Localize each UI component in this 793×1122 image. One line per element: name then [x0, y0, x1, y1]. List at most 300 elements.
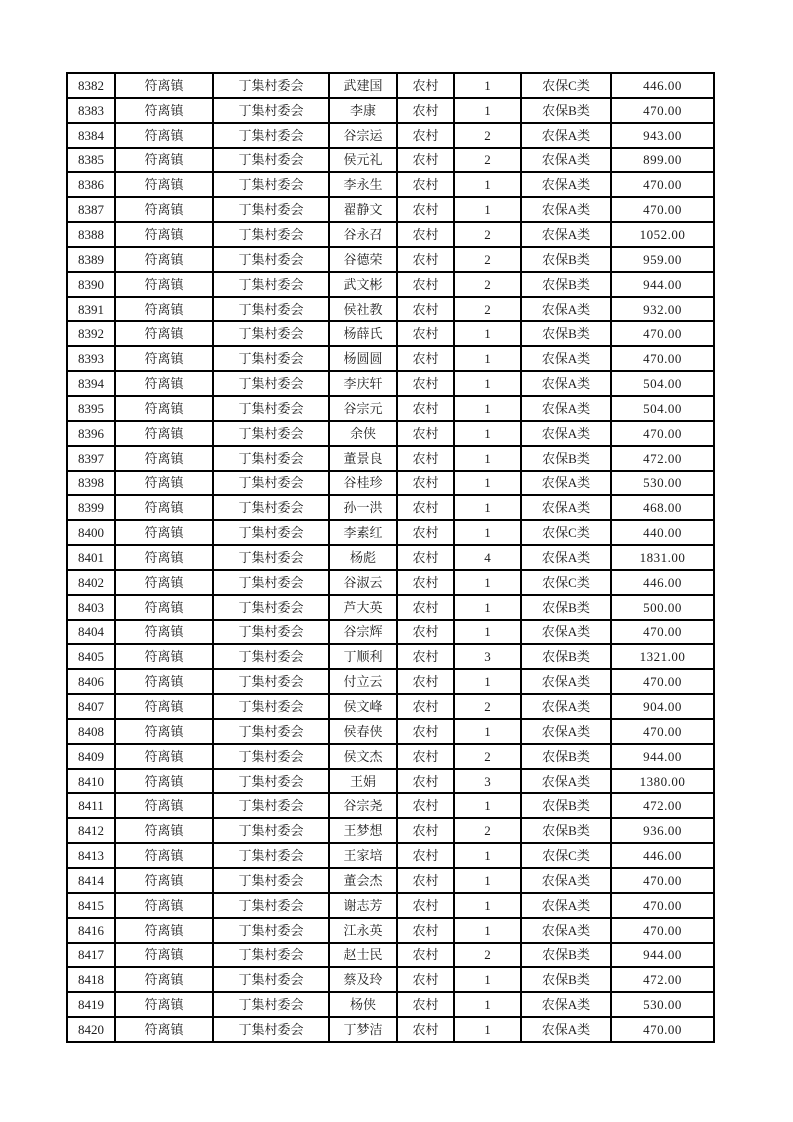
- cell-residence-type: 农村: [397, 545, 454, 570]
- cell-insurance-category: 农保A类: [521, 694, 611, 719]
- table-body: [67, 73, 714, 1042]
- cell-amount: 470.00: [611, 620, 714, 645]
- cell-person-name: 董景良: [329, 446, 397, 471]
- cell-town: 符离镇: [115, 719, 213, 744]
- cell-town: 符离镇: [115, 73, 213, 98]
- cell-serial-number: 8405: [67, 644, 115, 669]
- cell-town: 符离镇: [115, 148, 213, 173]
- cell-person-name: 谢志芳: [329, 893, 397, 918]
- cell-serial-number: 8412: [67, 818, 115, 843]
- cell-serial-number: 8388: [67, 222, 115, 247]
- cell-serial-number: 8406: [67, 669, 115, 694]
- cell-insurance-category: 农保B类: [521, 644, 611, 669]
- cell-serial-number: 8393: [67, 346, 115, 371]
- cell-village-committee: 丁集村委会: [213, 868, 329, 893]
- cell-insurance-category: 农保C类: [521, 570, 611, 595]
- cell-town: 符离镇: [115, 545, 213, 570]
- cell-residence-type: 农村: [397, 793, 454, 818]
- cell-serial-number: 8401: [67, 545, 115, 570]
- cell-person-count: 1: [454, 421, 521, 446]
- table-row: [67, 769, 714, 794]
- cell-person-count: 2: [454, 297, 521, 322]
- table-row: [67, 992, 714, 1017]
- cell-amount: 446.00: [611, 570, 714, 595]
- table-row: [67, 545, 714, 570]
- cell-person-name: 李庆轩: [329, 371, 397, 396]
- cell-insurance-category: 农保A类: [521, 669, 611, 694]
- cell-person-name: 谷宗运: [329, 123, 397, 148]
- table-row: [67, 694, 714, 719]
- cell-serial-number: 8385: [67, 148, 115, 173]
- cell-town: 符离镇: [115, 943, 213, 968]
- cell-person-name: 侯元礼: [329, 148, 397, 173]
- cell-insurance-category: 农保B类: [521, 595, 611, 620]
- cell-person-name: 王家培: [329, 843, 397, 868]
- table-row: [67, 669, 714, 694]
- cell-amount: 472.00: [611, 793, 714, 818]
- cell-residence-type: 农村: [397, 272, 454, 297]
- cell-serial-number: 8415: [67, 893, 115, 918]
- cell-town: 符离镇: [115, 893, 213, 918]
- table-row: [67, 1017, 714, 1042]
- cell-insurance-category: 农保A类: [521, 148, 611, 173]
- table-row: [67, 893, 714, 918]
- cell-town: 符离镇: [115, 520, 213, 545]
- cell-town: 符离镇: [115, 197, 213, 222]
- cell-insurance-category: 农保A类: [521, 371, 611, 396]
- cell-amount: 470.00: [611, 719, 714, 744]
- cell-village-committee: 丁集村委会: [213, 222, 329, 247]
- table-row: [67, 371, 714, 396]
- cell-person-name: 武建国: [329, 73, 397, 98]
- cell-town: 符离镇: [115, 1017, 213, 1042]
- cell-person-name: 谷宗尧: [329, 793, 397, 818]
- cell-person-name: 余侠: [329, 421, 397, 446]
- cell-town: 符离镇: [115, 868, 213, 893]
- cell-town: 符离镇: [115, 694, 213, 719]
- cell-residence-type: 农村: [397, 669, 454, 694]
- cell-residence-type: 农村: [397, 421, 454, 446]
- cell-village-committee: 丁集村委会: [213, 1017, 329, 1042]
- table-row: [67, 148, 714, 173]
- cell-residence-type: 农村: [397, 744, 454, 769]
- table-row: [67, 172, 714, 197]
- cell-insurance-category: 农保A类: [521, 172, 611, 197]
- cell-person-count: 1: [454, 570, 521, 595]
- cell-insurance-category: 农保A类: [521, 421, 611, 446]
- cell-town: 符离镇: [115, 669, 213, 694]
- cell-insurance-category: 农保A类: [521, 769, 611, 794]
- cell-insurance-category: 农保C类: [521, 843, 611, 868]
- cell-town: 符离镇: [115, 744, 213, 769]
- cell-village-committee: 丁集村委会: [213, 818, 329, 843]
- cell-person-count: 1: [454, 793, 521, 818]
- cell-amount: 470.00: [611, 172, 714, 197]
- table-row: [67, 868, 714, 893]
- cell-serial-number: 8397: [67, 446, 115, 471]
- cell-town: 符离镇: [115, 222, 213, 247]
- cell-person-count: 1: [454, 1017, 521, 1042]
- cell-residence-type: 农村: [397, 694, 454, 719]
- cell-residence-type: 农村: [397, 943, 454, 968]
- cell-insurance-category: 农保A类: [521, 992, 611, 1017]
- cell-insurance-category: 农保A类: [521, 893, 611, 918]
- cell-insurance-category: 农保A类: [521, 471, 611, 496]
- cell-residence-type: 农村: [397, 992, 454, 1017]
- cell-amount: 470.00: [611, 893, 714, 918]
- cell-insurance-category: 农保A类: [521, 346, 611, 371]
- table-row: [67, 843, 714, 868]
- cell-person-count: 1: [454, 371, 521, 396]
- cell-village-committee: 丁集村委会: [213, 520, 329, 545]
- cell-town: 符离镇: [115, 346, 213, 371]
- table-row: [67, 321, 714, 346]
- cell-residence-type: 农村: [397, 123, 454, 148]
- cell-person-name: 杨侠: [329, 992, 397, 1017]
- table-row: [67, 918, 714, 943]
- cell-person-name: 侯春侠: [329, 719, 397, 744]
- cell-person-count: 2: [454, 247, 521, 272]
- cell-village-committee: 丁集村委会: [213, 843, 329, 868]
- cell-insurance-category: 农保A类: [521, 197, 611, 222]
- cell-town: 符离镇: [115, 421, 213, 446]
- cell-person-count: 1: [454, 396, 521, 421]
- cell-amount: 899.00: [611, 148, 714, 173]
- cell-serial-number: 8400: [67, 520, 115, 545]
- cell-serial-number: 8409: [67, 744, 115, 769]
- cell-village-committee: 丁集村委会: [213, 446, 329, 471]
- cell-village-committee: 丁集村委会: [213, 73, 329, 98]
- cell-person-name: 董会杰: [329, 868, 397, 893]
- cell-person-count: 3: [454, 644, 521, 669]
- cell-person-count: 1: [454, 918, 521, 943]
- cell-insurance-category: 农保A类: [521, 719, 611, 744]
- cell-person-name: 杨彪: [329, 545, 397, 570]
- cell-amount: 470.00: [611, 421, 714, 446]
- table-row: [67, 471, 714, 496]
- cell-amount: 470.00: [611, 321, 714, 346]
- table-row: [67, 346, 714, 371]
- cell-person-name: 赵士民: [329, 943, 397, 968]
- cell-person-count: 1: [454, 471, 521, 496]
- table-row: [67, 719, 714, 744]
- cell-residence-type: 农村: [397, 769, 454, 794]
- cell-amount: 1831.00: [611, 545, 714, 570]
- cell-town: 符离镇: [115, 918, 213, 943]
- cell-insurance-category: 农保B类: [521, 967, 611, 992]
- cell-serial-number: 8383: [67, 98, 115, 123]
- cell-person-name: 蔡及玲: [329, 967, 397, 992]
- cell-amount: 504.00: [611, 396, 714, 421]
- cell-village-committee: 丁集村委会: [213, 545, 329, 570]
- table-row: [67, 222, 714, 247]
- cell-person-count: 1: [454, 520, 521, 545]
- cell-serial-number: 8395: [67, 396, 115, 421]
- cell-serial-number: 8413: [67, 843, 115, 868]
- cell-amount: 943.00: [611, 123, 714, 148]
- cell-person-count: 2: [454, 148, 521, 173]
- cell-insurance-category: 农保A类: [521, 1017, 611, 1042]
- cell-insurance-category: 农保A类: [521, 545, 611, 570]
- cell-town: 符离镇: [115, 967, 213, 992]
- cell-insurance-category: 农保B类: [521, 818, 611, 843]
- cell-serial-number: 8402: [67, 570, 115, 595]
- cell-residence-type: 农村: [397, 172, 454, 197]
- cell-town: 符离镇: [115, 471, 213, 496]
- cell-person-count: 1: [454, 620, 521, 645]
- cell-village-committee: 丁集村委会: [213, 371, 329, 396]
- cell-person-name: 谷桂珍: [329, 471, 397, 496]
- cell-town: 符离镇: [115, 321, 213, 346]
- cell-town: 符离镇: [115, 595, 213, 620]
- cell-insurance-category: 农保A类: [521, 918, 611, 943]
- cell-serial-number: 8398: [67, 471, 115, 496]
- cell-person-count: 1: [454, 843, 521, 868]
- cell-amount: 470.00: [611, 868, 714, 893]
- cell-residence-type: 农村: [397, 719, 454, 744]
- cell-serial-number: 8403: [67, 595, 115, 620]
- cell-residence-type: 农村: [397, 471, 454, 496]
- cell-village-committee: 丁集村委会: [213, 769, 329, 794]
- cell-person-name: 侯文杰: [329, 744, 397, 769]
- cell-town: 符离镇: [115, 272, 213, 297]
- cell-village-committee: 丁集村委会: [213, 719, 329, 744]
- cell-village-committee: 丁集村委会: [213, 297, 329, 322]
- cell-serial-number: 8399: [67, 495, 115, 520]
- cell-person-name: 谷永召: [329, 222, 397, 247]
- cell-town: 符离镇: [115, 843, 213, 868]
- cell-residence-type: 农村: [397, 98, 454, 123]
- cell-person-name: 侯文峰: [329, 694, 397, 719]
- cell-amount: 470.00: [611, 918, 714, 943]
- cell-person-name: 谷宗元: [329, 396, 397, 421]
- cell-village-committee: 丁集村委会: [213, 247, 329, 272]
- cell-village-committee: 丁集村委会: [213, 321, 329, 346]
- cell-insurance-category: 农保B类: [521, 793, 611, 818]
- cell-insurance-category: 农保B类: [521, 247, 611, 272]
- cell-serial-number: 8386: [67, 172, 115, 197]
- cell-insurance-category: 农保A类: [521, 495, 611, 520]
- cell-amount: 904.00: [611, 694, 714, 719]
- cell-person-count: 1: [454, 321, 521, 346]
- cell-person-count: 1: [454, 346, 521, 371]
- cell-amount: 1321.00: [611, 644, 714, 669]
- cell-town: 符离镇: [115, 371, 213, 396]
- payment-roster-table: [66, 72, 715, 1043]
- cell-serial-number: 8390: [67, 272, 115, 297]
- cell-residence-type: 农村: [397, 222, 454, 247]
- cell-residence-type: 农村: [397, 893, 454, 918]
- cell-village-committee: 丁集村委会: [213, 98, 329, 123]
- cell-serial-number: 8404: [67, 620, 115, 645]
- cell-person-name: 杨圆圆: [329, 346, 397, 371]
- cell-person-count: 1: [454, 992, 521, 1017]
- cell-serial-number: 8387: [67, 197, 115, 222]
- cell-village-committee: 丁集村委会: [213, 123, 329, 148]
- cell-serial-number: 8391: [67, 297, 115, 322]
- cell-insurance-category: 农保A类: [521, 868, 611, 893]
- cell-amount: 500.00: [611, 595, 714, 620]
- cell-person-count: 1: [454, 868, 521, 893]
- table-row: [67, 73, 714, 98]
- cell-village-committee: 丁集村委会: [213, 620, 329, 645]
- cell-residence-type: 农村: [397, 73, 454, 98]
- cell-village-committee: 丁集村委会: [213, 495, 329, 520]
- cell-residence-type: 农村: [397, 570, 454, 595]
- cell-village-committee: 丁集村委会: [213, 148, 329, 173]
- cell-amount: 932.00: [611, 297, 714, 322]
- cell-person-name: 翟静文: [329, 197, 397, 222]
- cell-village-committee: 丁集村委会: [213, 694, 329, 719]
- cell-residence-type: 农村: [397, 868, 454, 893]
- cell-serial-number: 8411: [67, 793, 115, 818]
- cell-person-count: 2: [454, 943, 521, 968]
- cell-person-count: 4: [454, 545, 521, 570]
- table-row: [67, 793, 714, 818]
- table-row: [67, 644, 714, 669]
- cell-residence-type: 农村: [397, 620, 454, 645]
- cell-village-committee: 丁集村委会: [213, 197, 329, 222]
- cell-insurance-category: 农保B类: [521, 446, 611, 471]
- table-row: [67, 247, 714, 272]
- table-row: [67, 446, 714, 471]
- cell-residence-type: 农村: [397, 321, 454, 346]
- cell-residence-type: 农村: [397, 818, 454, 843]
- cell-village-committee: 丁集村委会: [213, 793, 329, 818]
- cell-person-count: 1: [454, 719, 521, 744]
- cell-town: 符离镇: [115, 495, 213, 520]
- cell-insurance-category: 农保B类: [521, 98, 611, 123]
- cell-town: 符离镇: [115, 172, 213, 197]
- cell-person-count: 3: [454, 769, 521, 794]
- cell-person-count: 1: [454, 73, 521, 98]
- cell-person-name: 江永英: [329, 918, 397, 943]
- cell-residence-type: 农村: [397, 967, 454, 992]
- cell-person-name: 孙一洪: [329, 495, 397, 520]
- cell-person-name: 杨薛氏: [329, 321, 397, 346]
- cell-village-committee: 丁集村委会: [213, 744, 329, 769]
- cell-person-count: 2: [454, 222, 521, 247]
- cell-insurance-category: 农保B类: [521, 943, 611, 968]
- cell-village-committee: 丁集村委会: [213, 396, 329, 421]
- table-row: [67, 272, 714, 297]
- cell-amount: 959.00: [611, 247, 714, 272]
- cell-person-count: 2: [454, 272, 521, 297]
- cell-person-name: 丁梦洁: [329, 1017, 397, 1042]
- cell-person-count: 1: [454, 495, 521, 520]
- cell-amount: 470.00: [611, 346, 714, 371]
- cell-village-committee: 丁集村委会: [213, 893, 329, 918]
- table-row: [67, 98, 714, 123]
- cell-amount: 1052.00: [611, 222, 714, 247]
- cell-person-count: 1: [454, 893, 521, 918]
- cell-serial-number: 8416: [67, 918, 115, 943]
- cell-town: 符离镇: [115, 818, 213, 843]
- cell-residence-type: 农村: [397, 148, 454, 173]
- cell-amount: 446.00: [611, 73, 714, 98]
- cell-amount: 470.00: [611, 669, 714, 694]
- cell-residence-type: 农村: [397, 346, 454, 371]
- cell-person-name: 付立云: [329, 669, 397, 694]
- cell-residence-type: 农村: [397, 446, 454, 471]
- cell-amount: 446.00: [611, 843, 714, 868]
- table-row: [67, 943, 714, 968]
- cell-serial-number: 8394: [67, 371, 115, 396]
- table-row: [67, 123, 714, 148]
- table-row: [67, 818, 714, 843]
- cell-town: 符离镇: [115, 644, 213, 669]
- cell-person-count: 1: [454, 967, 521, 992]
- cell-residence-type: 农村: [397, 595, 454, 620]
- cell-person-count: 2: [454, 744, 521, 769]
- cell-town: 符离镇: [115, 396, 213, 421]
- cell-person-name: 李永生: [329, 172, 397, 197]
- cell-person-name: 谷德荣: [329, 247, 397, 272]
- cell-person-count: 1: [454, 197, 521, 222]
- cell-village-committee: 丁集村委会: [213, 669, 329, 694]
- cell-town: 符离镇: [115, 570, 213, 595]
- cell-residence-type: 农村: [397, 371, 454, 396]
- cell-town: 符离镇: [115, 620, 213, 645]
- cell-person-name: 李素红: [329, 520, 397, 545]
- cell-residence-type: 农村: [397, 197, 454, 222]
- cell-person-name: 芦大英: [329, 595, 397, 620]
- table-row: [67, 421, 714, 446]
- cell-amount: 472.00: [611, 446, 714, 471]
- cell-residence-type: 农村: [397, 396, 454, 421]
- cell-village-committee: 丁集村委会: [213, 570, 329, 595]
- table-row: [67, 570, 714, 595]
- table-row: [67, 495, 714, 520]
- cell-insurance-category: 农保A类: [521, 396, 611, 421]
- cell-person-count: 1: [454, 446, 521, 471]
- cell-amount: 472.00: [611, 967, 714, 992]
- cell-amount: 470.00: [611, 1017, 714, 1042]
- cell-amount: 470.00: [611, 197, 714, 222]
- cell-serial-number: 8410: [67, 769, 115, 794]
- cell-town: 符离镇: [115, 98, 213, 123]
- cell-amount: 530.00: [611, 471, 714, 496]
- cell-person-count: 2: [454, 818, 521, 843]
- cell-village-committee: 丁集村委会: [213, 346, 329, 371]
- cell-town: 符离镇: [115, 793, 213, 818]
- cell-insurance-category: 农保C类: [521, 520, 611, 545]
- cell-insurance-category: 农保A类: [521, 297, 611, 322]
- cell-person-name: 李康: [329, 98, 397, 123]
- cell-person-name: 王娟: [329, 769, 397, 794]
- cell-insurance-category: 农保C类: [521, 73, 611, 98]
- cell-person-name: 武文彬: [329, 272, 397, 297]
- cell-amount: 944.00: [611, 744, 714, 769]
- cell-person-name: 侯社教: [329, 297, 397, 322]
- table-row: [67, 396, 714, 421]
- cell-town: 符离镇: [115, 446, 213, 471]
- cell-insurance-category: 农保B类: [521, 744, 611, 769]
- table-row: [67, 744, 714, 769]
- cell-residence-type: 农村: [397, 843, 454, 868]
- cell-amount: 468.00: [611, 495, 714, 520]
- cell-person-name: 王梦想: [329, 818, 397, 843]
- cell-amount: 530.00: [611, 992, 714, 1017]
- cell-person-name: 谷淑云: [329, 570, 397, 595]
- cell-village-committee: 丁集村委会: [213, 272, 329, 297]
- cell-person-name: 谷宗辉: [329, 620, 397, 645]
- cell-serial-number: 8407: [67, 694, 115, 719]
- cell-serial-number: 8408: [67, 719, 115, 744]
- cell-amount: 936.00: [611, 818, 714, 843]
- cell-amount: 1380.00: [611, 769, 714, 794]
- cell-insurance-category: 农保A类: [521, 222, 611, 247]
